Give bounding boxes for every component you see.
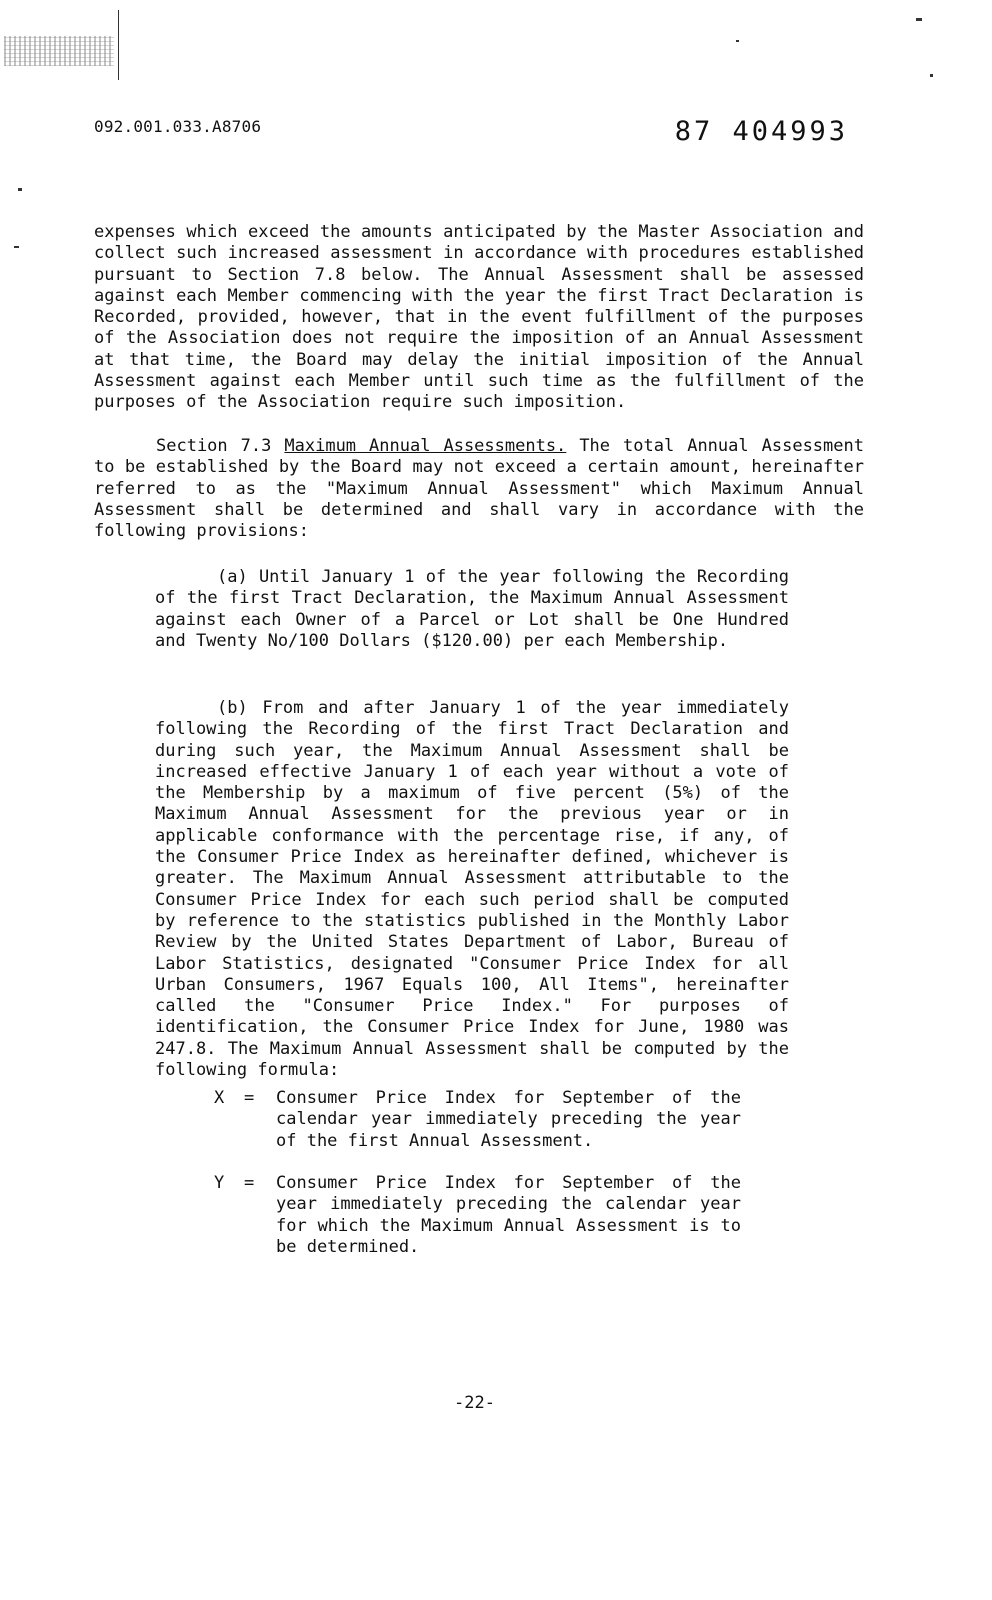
recording-stamp-number: 87 404993	[674, 116, 848, 147]
formula-definition-y	[214, 1173, 741, 1258]
formula-variable: Y	[214, 1173, 225, 1193]
formula-equals: =	[244, 1088, 255, 1108]
formula-variable: X	[214, 1088, 225, 1108]
scan-mark	[14, 246, 19, 248]
formula-description: Consumer Price Index for September of the year immediately preceding the calendar year for which the Maximum Annual Assessment is to be determined.	[276, 1173, 741, 1257]
formula-definition-x	[214, 1088, 741, 1152]
scan-mark	[118, 10, 119, 80]
scan-mark	[930, 74, 933, 77]
provision-a: (a) Until January 1 of the year following the Recording of the first Tract Declaration, the Maximum Annual Assessment against each Owner of a Parcel or Lot shall be One Hundred and Twenty No/100 Dollars ($120.00) per each Membership.	[155, 567, 789, 651]
formula-equals: =	[244, 1173, 255, 1193]
section-body: The total Annual Assessment to be established by the Board may not exceed a certain amount, hereinafter referred to as the "Maximum Annual Assessment" which Maximum Annual Assessment shall be determined and shall vary in accordance with the following provisions:	[94, 436, 864, 542]
section-heading: Maximum Annual Assessments.	[284, 436, 567, 456]
scan-noise	[4, 36, 114, 66]
paragraph-expenses: expenses which exceed the amounts anticipated by the Master Association and collect such increased assessment in accordance with procedures established pursuant to Section 7.8 below. The Annual Assessment shall be assessed against each Member commencing with the year the first Tract Declaration is Recorded, provided, however, that in the event fulfillment of the purposes of the Association does not require the imposition of an Annual Assessment at that time, the Board may delay the initial imposition of the Annual Assessment against each Member until such time as the fulfillment of the purposes of the Association require such imposition.	[94, 222, 864, 413]
section-number: Section 7.3	[156, 436, 272, 456]
formula-description: Consumer Price Index for September of the calendar year immediately preceding the year of the first Annual Assessment.	[276, 1088, 741, 1151]
scan-mark	[916, 18, 922, 21]
provision-b: (b) From and after January 1 of the year immediately following the Recording of the first Tract Declaration and during such year, the Maximum Annual Assessment shall be increased effective January 1 of each year without a vote of the Membership by a maximum of five percent (5%) of the Maximum Annual Assessment for the previous year or in applicable conformance with the percentage rise, if any, of the Consumer Price Index as hereinafter defined, whichever is greater. The Maximum Annual Assessment attributable to the Consumer Price Index for each such period shall be computed by reference to the statistics published in the Monthly Labor Review by the United States Department of Labor, Bureau of Labor Statistics, designated "Consumer Price Index for all Urban Consumers, 1967 Equals 100, All Items", hereinafter called the "Consumer Price Index." For purposes of identification, the Consumer Price Index for June, 1980 was 247.8. The Maximum Annual Assessment shall be computed by the following formula:	[155, 698, 789, 1081]
document-id: 092.001.033.A8706	[94, 117, 262, 136]
page-number: -22-	[454, 1393, 495, 1413]
scan-mark	[18, 188, 22, 191]
paragraph-section-7-3	[94, 436, 864, 542]
scan-mark	[736, 40, 739, 42]
